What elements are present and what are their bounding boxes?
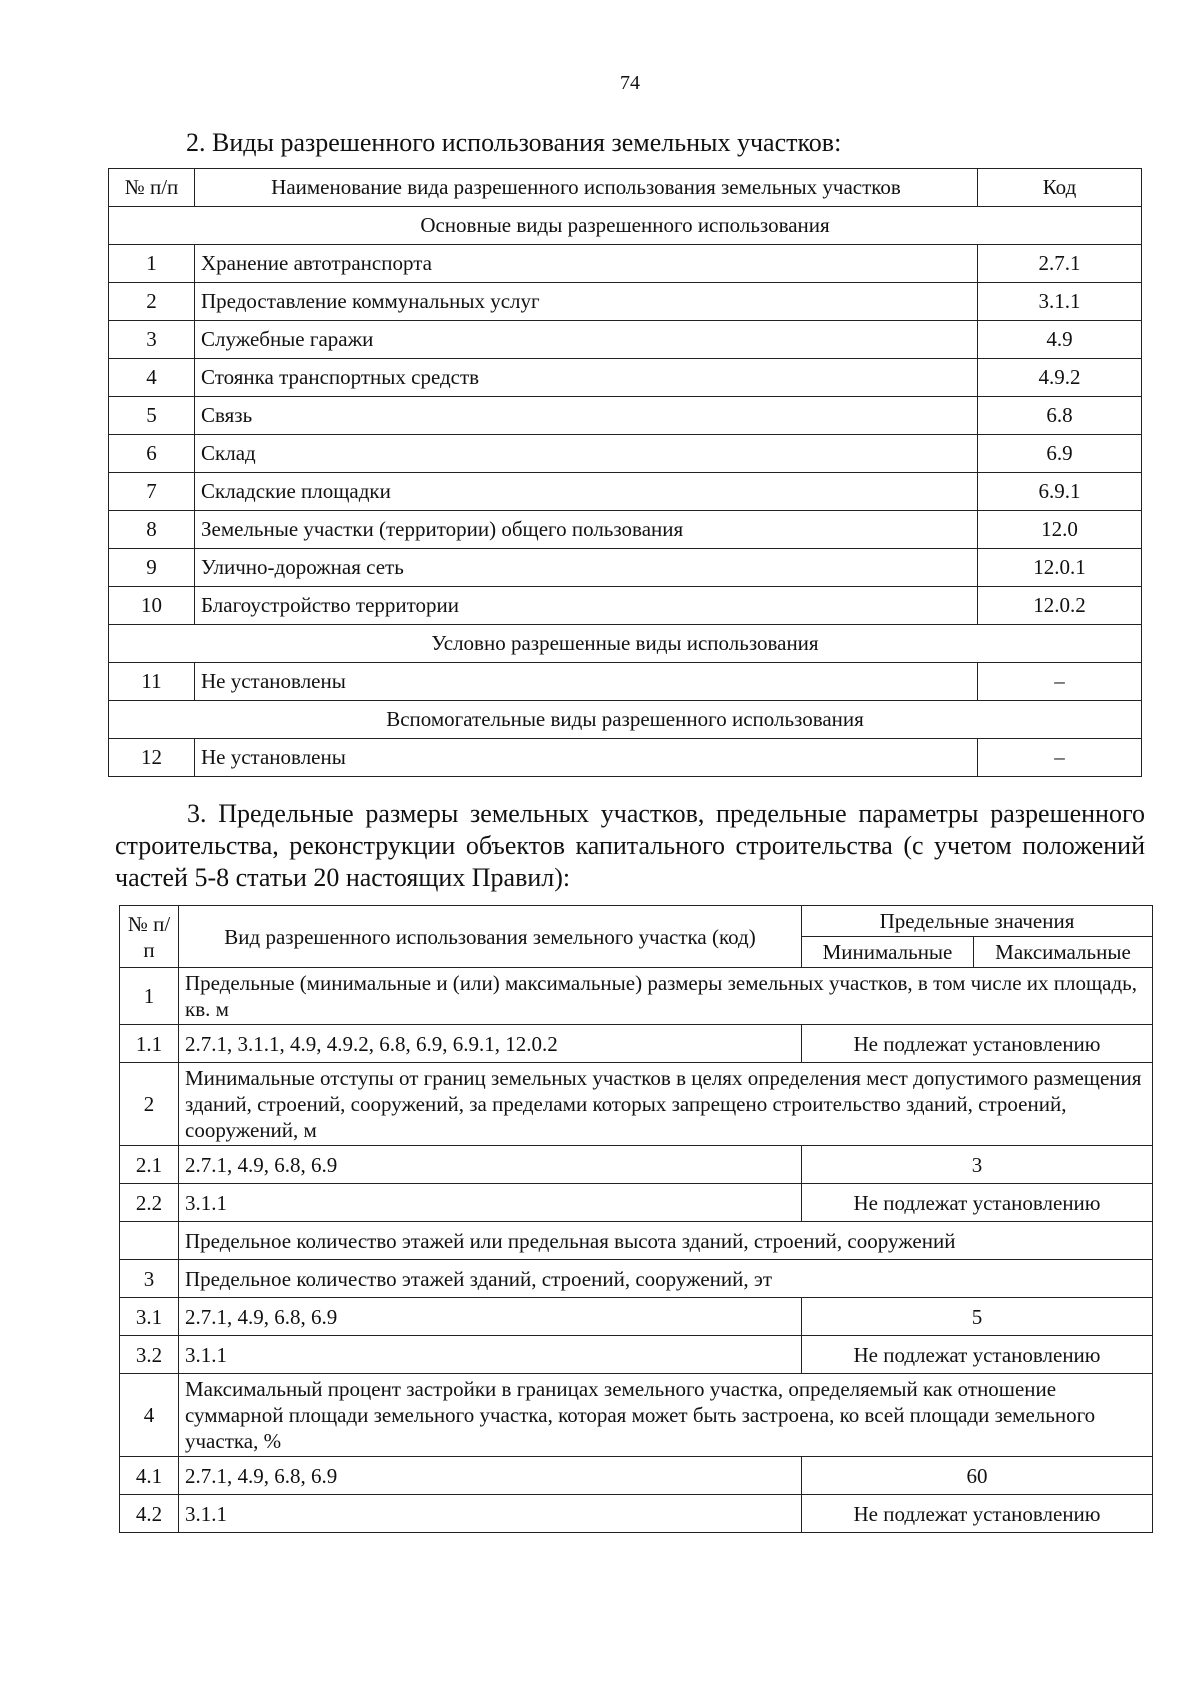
section-3-paragraph — [115, 798, 1145, 894]
table-row — [120, 968, 1153, 1025]
row-code: 4.9 — [978, 321, 1142, 359]
row-desc: Максимальный процент застройки в границах земельного участка, определяемый как отношение суммарной площади земельного участка, которая может быть застроена, ко всей площади земельного участка, % — [179, 1374, 1153, 1457]
row-num: 2 — [120, 1063, 179, 1146]
row-num: 1 — [109, 245, 195, 283]
row-num: 1 — [120, 968, 179, 1025]
header-min: Минимальные — [802, 937, 974, 968]
row-num: 1.1 — [120, 1025, 179, 1063]
table-row — [120, 1336, 1153, 1374]
header-num: № п/п — [109, 169, 195, 207]
group-label: Основные виды разрешенного использования — [109, 207, 1142, 245]
table-header-row — [109, 169, 1142, 207]
row-num: 4.2 — [120, 1495, 179, 1533]
row-code: 12.0.2 — [978, 587, 1142, 625]
row-name: Земельные участки (территории) общего пользования — [195, 511, 978, 549]
header-max: Максимальные — [973, 937, 1152, 968]
row-num: 11 — [109, 663, 195, 701]
table-row — [109, 473, 1142, 511]
table-row — [109, 283, 1142, 321]
row-name: Стоянка транспортных средств — [195, 359, 978, 397]
row-num: 4 — [120, 1374, 179, 1457]
row-value: 60 — [802, 1457, 1153, 1495]
table-row — [109, 549, 1142, 587]
row-num: 4 — [109, 359, 195, 397]
row-num: 3 — [120, 1260, 179, 1298]
row-num: 6 — [109, 435, 195, 473]
row-num: 12 — [109, 739, 195, 777]
row-code: 6.8 — [978, 397, 1142, 435]
row-num — [120, 1222, 179, 1260]
row-num: 2.2 — [120, 1184, 179, 1222]
row-desc: Предельное количество этажей зданий, строений, сооружений, эт — [179, 1260, 1153, 1298]
row-desc: Минимальные отступы от границ земельных участков в целях определения мест допустимого размещения зданий, строений, сооружений, за пределами которых запрещено строительство зданий, строений, сооружений, м — [179, 1063, 1153, 1146]
group-label: Условно разрешенные виды использования — [109, 625, 1142, 663]
row-code: – — [978, 739, 1142, 777]
group-row-conditional — [109, 625, 1142, 663]
row-name: Хранение автотранспорта — [195, 245, 978, 283]
row-code: 6.9 — [978, 435, 1142, 473]
header-name: Наименование вида разрешенного использования земельных участков — [195, 169, 978, 207]
row-num: 2 — [109, 283, 195, 321]
table-row — [120, 1298, 1153, 1336]
row-name: Склад — [195, 435, 978, 473]
row-value: Не подлежат установлению — [802, 1025, 1153, 1063]
row-name: Не установлены — [195, 663, 978, 701]
row-codes: 2.7.1, 4.9, 6.8, 6.9 — [179, 1298, 802, 1336]
row-name: Связь — [195, 397, 978, 435]
row-num: 4.1 — [120, 1457, 179, 1495]
row-name: Служебные гаражи — [195, 321, 978, 359]
row-name: Предоставление коммунальных услуг — [195, 283, 978, 321]
row-code: 3.1.1 — [978, 283, 1142, 321]
row-num: 10 — [109, 587, 195, 625]
permitted-uses-table — [108, 168, 1142, 777]
table-row — [120, 1025, 1153, 1063]
table-row — [109, 587, 1142, 625]
row-codes: 3.1.1 — [179, 1336, 802, 1374]
row-num: 2.1 — [120, 1146, 179, 1184]
row-num: 7 — [109, 473, 195, 511]
page-number: 74 — [620, 72, 640, 94]
row-value: Не подлежат установлению — [802, 1336, 1153, 1374]
header-limits: Предельные значения — [802, 906, 1153, 937]
table-row — [109, 321, 1142, 359]
table-row — [109, 435, 1142, 473]
row-name: Не установлены — [195, 739, 978, 777]
table-row — [120, 1222, 1153, 1260]
table-row — [120, 1374, 1153, 1457]
table-row — [120, 1146, 1153, 1184]
row-code: 2.7.1 — [978, 245, 1142, 283]
row-codes: 3.1.1 — [179, 1184, 802, 1222]
table-row — [109, 397, 1142, 435]
table-row — [109, 739, 1142, 777]
header-type: Вид разрешенного использования земельного участка (код) — [179, 906, 802, 968]
row-code: 4.9.2 — [978, 359, 1142, 397]
table-row — [109, 245, 1142, 283]
row-num: 5 — [109, 397, 195, 435]
row-codes: 3.1.1 — [179, 1495, 802, 1533]
table-row — [120, 1184, 1153, 1222]
row-code: – — [978, 663, 1142, 701]
row-desc: Предельные (минимальные и (или) максимальные) размеры земельных участков, в том числе их площадь, кв. м — [179, 968, 1153, 1025]
table-row — [109, 663, 1142, 701]
row-code: 6.9.1 — [978, 473, 1142, 511]
row-code: 12.0 — [978, 511, 1142, 549]
row-num: 9 — [109, 549, 195, 587]
row-name: Складские площадки — [195, 473, 978, 511]
table-row — [120, 1063, 1153, 1146]
row-value: Не подлежат установлению — [802, 1495, 1153, 1533]
table-header-row — [120, 906, 1153, 937]
row-value: 5 — [802, 1298, 1153, 1336]
table-row — [109, 359, 1142, 397]
table-row — [120, 1457, 1153, 1495]
group-row-auxiliary — [109, 701, 1142, 739]
row-codes: 2.7.1, 4.9, 6.8, 6.9 — [179, 1146, 802, 1184]
row-codes: 2.7.1, 4.9, 6.8, 6.9 — [179, 1457, 802, 1495]
row-codes: 2.7.1, 3.1.1, 4.9, 4.9.2, 6.8, 6.9, 6.9.1, 12.0.2 — [179, 1025, 802, 1063]
header-num: № п/п — [120, 906, 179, 968]
table-row — [120, 1495, 1153, 1533]
row-name: Улично-дорожная сеть — [195, 549, 978, 587]
paragraph-text: 3. Предельные размеры земельных участков, предельные параметры разрешенного строительства, реконструкции объектов капитального строительства (с учетом положений частей 5-8 статьи 20 настоящих Правил): — [115, 799, 1145, 892]
row-code: 12.0.1 — [978, 549, 1142, 587]
row-name: Благоустройство территории — [195, 587, 978, 625]
table-row — [109, 511, 1142, 549]
header-code: Код — [978, 169, 1142, 207]
row-num: 8 — [109, 511, 195, 549]
row-num: 3.2 — [120, 1336, 179, 1374]
section-2-heading: 2. Виды разрешенного использования земельных участков: — [186, 128, 842, 157]
row-value: 3 — [802, 1146, 1153, 1184]
group-row-main — [109, 207, 1142, 245]
row-num: 3 — [109, 321, 195, 359]
limit-parameters-table — [119, 905, 1153, 1533]
table-row — [120, 1260, 1153, 1298]
row-desc: Предельное количество этажей или предельная высота зданий, строений, сооружений — [179, 1222, 1153, 1260]
row-value: Не подлежат установлению — [802, 1184, 1153, 1222]
row-num: 3.1 — [120, 1298, 179, 1336]
group-label: Вспомогательные виды разрешенного использования — [109, 701, 1142, 739]
